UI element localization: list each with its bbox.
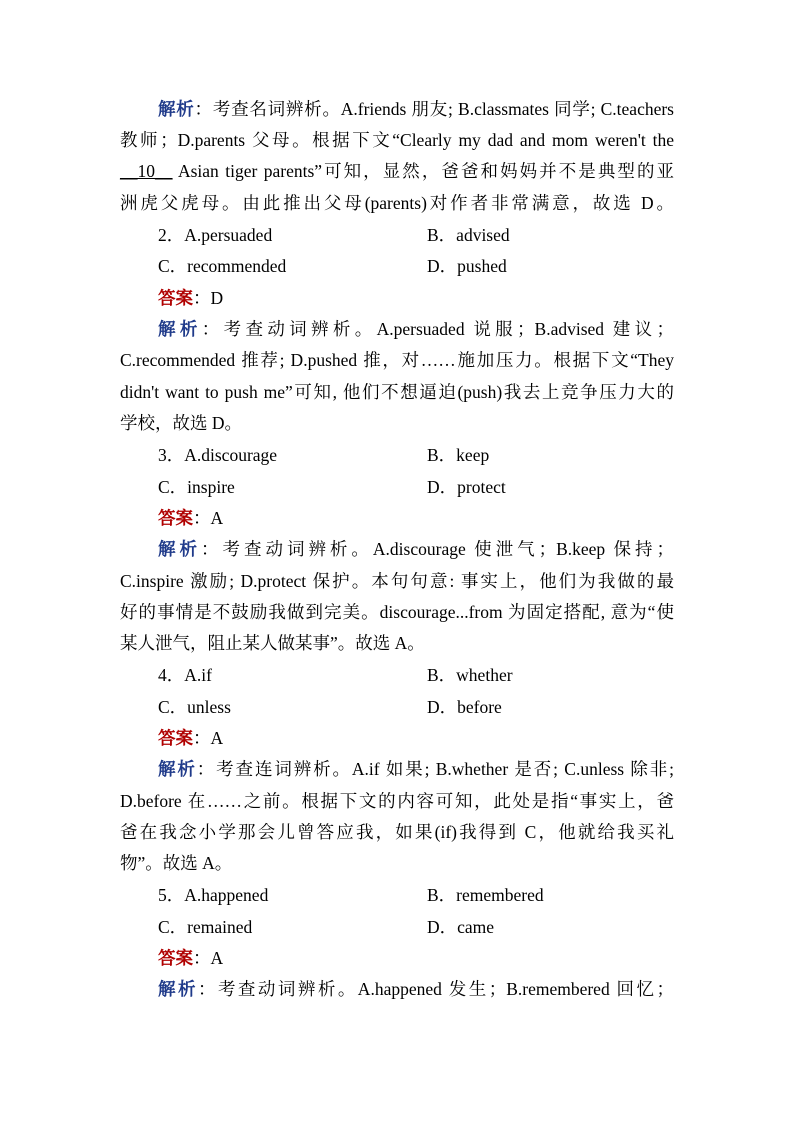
q1-analysis-line-4: 洲虎父虎母。由此推出父母(parents)对作者非常满意，故选 D。	[120, 193, 674, 213]
q3-option-c: C．inspire	[158, 477, 235, 497]
q2-analysis-line-4: 学校，故选 D。	[120, 413, 243, 433]
q2-option-a: 2．A.persuaded	[158, 225, 273, 245]
q4-answer: 答案：A	[158, 728, 224, 748]
q3-analysis-line-3: 好的事情是不鼓励我做到完美。discourage...from 为固定搭配, 意为“使	[120, 602, 674, 622]
q2-option-c: C．recommended	[158, 256, 287, 276]
q1-analysis-line-2: 教师；D.parents 父母。根据下文“Clearly my dad and mom weren't the	[120, 130, 674, 150]
q4-analysis-line-4: 物”。故选 A。	[120, 853, 233, 873]
q3-analysis-line-2: C.inspire 激励; D.protect 保护。本句句意: 事实上，他们为我做的最	[120, 571, 674, 591]
answer-label: 答案	[158, 728, 193, 748]
q1-analysis-line-1: 解析：考查名词辨析。A.friends 朋友; B.classmates 同学; C.teachers	[158, 99, 674, 119]
q3-option-a: 3．A.discourage	[158, 445, 278, 465]
analysis-label: 解析	[158, 319, 202, 339]
q4-option-b: B．whether	[427, 665, 513, 685]
q3-analysis-line-1: 解析：考查动词辨析。A.discourage 使泄气；B.keep 保持；	[158, 539, 674, 559]
q4-analysis-line-1: 解析：考查连词辨析。A.if 如果; B.whether 是否; C.unless 除非;	[158, 759, 675, 779]
q4-option-a: 4．A.if	[158, 665, 212, 685]
q2-analysis-line-1: 解析：考查动词辨析。A.persuaded 说服；B.advised 建议；	[158, 319, 674, 339]
q5-option-a: 5．A.happened	[158, 885, 269, 905]
q2-analysis-line-3: didn't want to push me”可知, 他们不想逼迫(push)我去上竞争压力大的	[120, 382, 674, 402]
analysis-label: 解析	[158, 99, 195, 119]
q3-analysis-line-4: 某人泄气，阻止某人做某事”。故选 A。	[120, 633, 425, 653]
q2-option-b: B．advised	[427, 225, 510, 245]
q5-analysis-line-1: 解析：考查动词辨析。A.happened 发生；B.remembered 回忆；	[158, 979, 675, 999]
q2-answer: 答案：D	[158, 288, 224, 308]
answer-label: 答案	[158, 508, 193, 528]
q5-option-d: D．came	[427, 917, 495, 937]
q4-analysis-line-3: 爸在我念小学那会儿曾答应我，如果(if)我得到 C，他就给我买礼	[120, 822, 674, 842]
q2-option-d: D．pushed	[427, 256, 507, 276]
answer-label: 答案	[158, 948, 193, 968]
q4-analysis-line-2: D.before 在……之前。根据下文的内容可知，此处是指“事实上，爸	[120, 791, 674, 811]
q5-option-b: B．remembered	[427, 885, 544, 905]
q3-answer: 答案：A	[158, 508, 224, 528]
q3-option-d: D．protect	[427, 477, 506, 497]
q3-option-b: B．keep	[427, 445, 490, 465]
analysis-label: 解析	[158, 759, 197, 779]
q5-option-c: C．remained	[158, 917, 253, 937]
blank-number: __10__	[120, 161, 173, 181]
q5-answer: 答案：A	[158, 948, 224, 968]
q1-analysis-line-3: __10__ Asian tiger parents”可知，显然，爸爸和妈妈并不是典型的亚	[120, 161, 674, 181]
answer-label: 答案	[158, 288, 193, 308]
analysis-label: 解析	[158, 979, 198, 999]
analysis-label: 解析	[158, 539, 201, 559]
q4-option-c: C．unless	[158, 697, 231, 717]
q2-analysis-line-2: C.recommended 推荐; D.pushed 推，对……施加压力。根据下文“They	[120, 350, 674, 370]
q4-option-d: D．before	[427, 697, 502, 717]
